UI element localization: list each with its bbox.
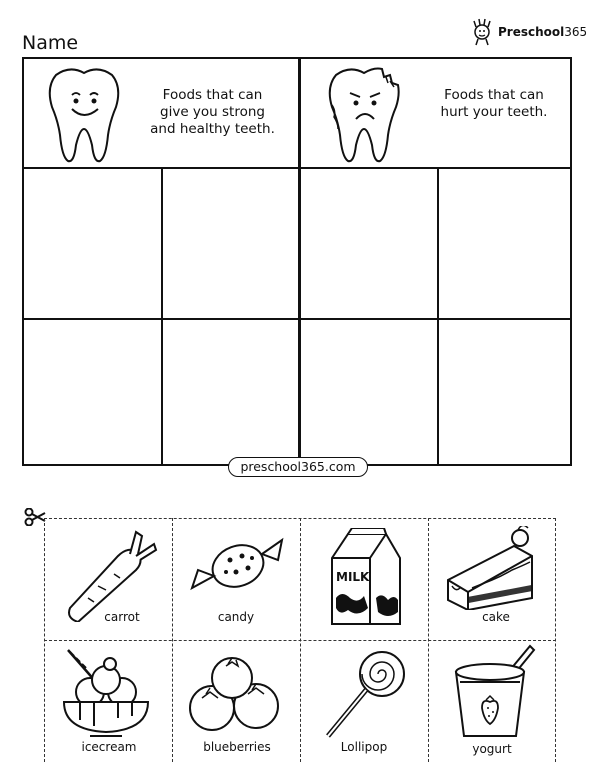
left-column-divider	[161, 169, 163, 464]
cutout-cards-grid	[44, 518, 556, 762]
lollipop-icon	[322, 646, 412, 742]
brand-number: 365	[564, 25, 588, 39]
milk-card[interactable]	[300, 518, 428, 640]
happy-tooth-icon	[46, 65, 122, 165]
brand-name: Preschool	[498, 25, 565, 39]
icecream-bowl-icon	[60, 646, 156, 740]
lollipop-card[interactable]	[300, 640, 428, 762]
sad-tooth-icon	[326, 65, 402, 165]
blueberries-card[interactable]	[172, 640, 300, 762]
milk-carton-label: MILK	[336, 570, 370, 584]
bad-foods-heading: Foods that can hurt your teeth.	[440, 87, 548, 120]
candy-icon	[186, 532, 286, 602]
food-label: carrot	[104, 610, 140, 624]
cake-card[interactable]	[428, 518, 556, 640]
food-label: icecream	[81, 740, 137, 754]
center-divider	[298, 59, 301, 464]
food-label: Lollipop	[340, 740, 388, 754]
carrot-card[interactable]	[44, 518, 172, 640]
good-foods-heading: Foods that can give you strong and healthy teeth.	[150, 87, 275, 137]
carrot-icon	[58, 526, 158, 622]
right-column-divider	[437, 169, 439, 464]
brand-text	[498, 25, 587, 39]
header-divider	[24, 167, 570, 169]
blueberries-icon	[186, 654, 286, 738]
food-label: candy	[217, 610, 255, 624]
food-label: blueberries	[203, 740, 271, 754]
scissors-icon	[24, 508, 46, 526]
website-url-badge: preschool365.com	[228, 457, 368, 477]
yogurt-card[interactable]	[428, 640, 556, 762]
cake-slice-icon	[442, 526, 542, 610]
kid-logo-icon	[470, 18, 494, 46]
name-label: Name	[22, 32, 79, 54]
icecream-card[interactable]	[44, 640, 172, 762]
food-label: yogurt	[472, 742, 512, 756]
food-label: cake	[482, 610, 510, 624]
brand-logo	[470, 18, 587, 46]
sorting-table	[22, 57, 572, 466]
candy-card[interactable]	[172, 518, 300, 640]
row-divider	[24, 318, 570, 320]
yogurt-cup-icon	[446, 642, 538, 740]
